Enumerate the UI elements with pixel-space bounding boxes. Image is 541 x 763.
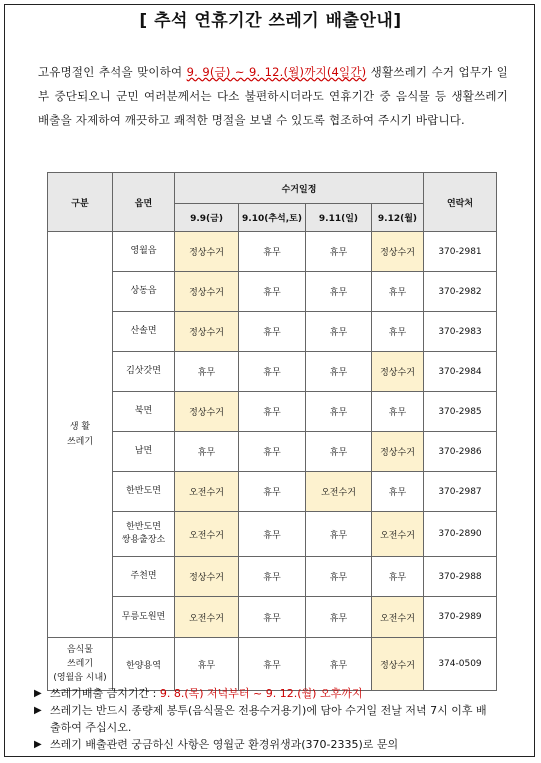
schedule-cell: 오전수거 — [175, 512, 239, 557]
schedule-cell: 휴무 — [239, 638, 306, 691]
area-cell: 북면 — [113, 392, 175, 432]
schedule-cell: 정상수거 — [175, 312, 239, 352]
category-general-waste: 생 활 쓰레기 — [48, 232, 113, 638]
schedule-cell: 휴무 — [239, 232, 306, 272]
area-cell: 영월읍 — [113, 232, 175, 272]
area-cell: 주천면 — [113, 557, 175, 597]
schedule-body — [48, 232, 497, 691]
schedule-cell: 정상수거 — [372, 432, 424, 472]
schedule-cell: 휴무 — [239, 472, 306, 512]
schedule-cell: 정상수거 — [372, 638, 424, 691]
triangle-right-icon: ▶ — [34, 688, 42, 699]
category-food-waste: 음식물 쓰레기 (영월읍 시내) — [48, 638, 113, 691]
header-date: 9.11(일) — [306, 204, 372, 232]
contact-cell: 370-2989 — [424, 597, 497, 638]
schedule-cell: 휴무 — [306, 432, 372, 472]
schedule-cell: 휴무 — [239, 597, 306, 638]
contact-cell: 370-2982 — [424, 272, 497, 312]
schedule-cell: 휴무 — [372, 557, 424, 597]
schedule-cell: 휴무 — [239, 392, 306, 432]
schedule-cell: 휴무 — [175, 638, 239, 691]
header-date: 9.12(월) — [372, 204, 424, 232]
schedule-cell: 휴무 — [372, 392, 424, 432]
schedule-cell: 휴무 — [175, 432, 239, 472]
note-text: 쓰레기 배출관련 궁금하신 사항은 영월군 환경위생과(370-2335)로 문의 — [50, 738, 399, 751]
schedule-cell: 휴무 — [306, 597, 372, 638]
contact-cell: 370-2984 — [424, 352, 497, 392]
schedule-cell: 휴무 — [306, 392, 372, 432]
triangle-right-icon: ▶ — [34, 739, 42, 750]
schedule-cell: 휴무 — [239, 352, 306, 392]
schedule-cell: 휴무 — [239, 272, 306, 312]
triangle-right-icon: ▶ — [34, 705, 42, 716]
schedule-cell: 휴무 — [306, 352, 372, 392]
schedule-cell: 휴무 — [175, 352, 239, 392]
contact-cell: 374-0509 — [424, 638, 497, 691]
area-cell: 김삿갓면 — [113, 352, 175, 392]
area-cell: 한양용역 — [113, 638, 175, 691]
schedule-cell: 휴무 — [306, 557, 372, 597]
header-date: 9.10(추석,토) — [239, 204, 306, 232]
schedule-cell: 휴무 — [239, 312, 306, 352]
table-row — [48, 272, 497, 312]
schedule-cell: 오전수거 — [372, 512, 424, 557]
table-row — [48, 432, 497, 472]
schedule-cell: 정상수거 — [372, 232, 424, 272]
collection-schedule-table — [47, 172, 497, 691]
area-cell: 남면 — [113, 432, 175, 472]
area-cell: 산솔면 — [113, 312, 175, 352]
header-contact: 연락처 — [424, 173, 497, 232]
area-cell: 한반도면 — [113, 472, 175, 512]
table-row — [48, 472, 497, 512]
note-item — [34, 702, 490, 736]
header-date: 9.9(금) — [175, 204, 239, 232]
schedule-cell: 휴무 — [239, 432, 306, 472]
schedule-cell: 오전수거 — [372, 597, 424, 638]
schedule-cell: 정상수거 — [175, 557, 239, 597]
table-row — [48, 392, 497, 432]
schedule-cell: 휴무 — [306, 512, 372, 557]
header-area: 읍면 — [113, 173, 175, 232]
schedule-cell: 휴무 — [372, 312, 424, 352]
schedule-cell: 정상수거 — [175, 232, 239, 272]
header-category: 구분 — [48, 173, 113, 232]
contact-cell: 370-2981 — [424, 232, 497, 272]
table-row — [48, 352, 497, 392]
table-row — [48, 638, 497, 691]
contact-cell: 370-2985 — [424, 392, 497, 432]
intro-period: 9. 9(금) ~ 9. 12.(월)까지(4일간) — [186, 65, 367, 79]
schedule-cell: 오전수거 — [306, 472, 372, 512]
table-row — [48, 597, 497, 638]
notes-list — [34, 685, 490, 753]
note-item — [34, 685, 490, 702]
intro-text-1: 고유명절인 추석을 맞이하여 — [38, 65, 187, 79]
table-row — [48, 512, 497, 557]
contact-cell: 370-2986 — [424, 432, 497, 472]
note-text: 쓰레기배출 금지기간 : 9. 8.(목) 저녁부터 ~ 9. 12.(월) 오후까지 — [50, 687, 363, 700]
area-cell: 상동읍 — [113, 272, 175, 312]
contact-cell: 370-2983 — [424, 312, 497, 352]
table-row — [48, 557, 497, 597]
schedule-cell: 오전수거 — [175, 472, 239, 512]
note-item — [34, 736, 490, 753]
note-text: 쓰레기는 반드시 종량제 봉투(음식물은 전용수거용기)에 담아 수거일 전날 저녁 7시 이후 배출하여 주십시오. — [50, 704, 487, 734]
schedule-cell: 휴무 — [239, 512, 306, 557]
contact-cell: 370-2890 — [424, 512, 497, 557]
schedule-cell: 정상수거 — [372, 352, 424, 392]
schedule-cell: 휴무 — [306, 232, 372, 272]
schedule-cell: 휴무 — [306, 272, 372, 312]
intro-text-2: 생활쓰레기 수거 업무가 일부 중단되오니 군민 여러분께서는 다소 불편하시더라도 연휴기간 중 음식물 등 생활쓰레기 배출을 자제하여 깨끗하고 쾌적한 명절을 보낼 수 있도록 협조하여 주시기 바랍니다. — [38, 65, 508, 127]
page-title: [ 추석 연휴기간 쓰레기 배출안내] — [139, 11, 402, 31]
schedule-cell: 정상수거 — [175, 392, 239, 432]
schedule-cell: 휴무 — [372, 472, 424, 512]
schedule-cell: 정상수거 — [175, 272, 239, 312]
header-schedule: 수거일정 — [175, 173, 424, 204]
schedule-cell: 휴무 — [306, 638, 372, 691]
schedule-cell: 휴무 — [306, 312, 372, 352]
intro-paragraph — [38, 60, 508, 132]
schedule-cell: 휴무 — [239, 557, 306, 597]
table-row — [48, 312, 497, 352]
schedule-cell: 휴무 — [372, 272, 424, 312]
area-cell: 한반도면 쌍용출장소 — [113, 512, 175, 557]
area-cell: 무릉도원면 — [113, 597, 175, 638]
contact-cell: 370-2987 — [424, 472, 497, 512]
schedule-cell: 오전수거 — [175, 597, 239, 638]
table-row — [48, 232, 497, 272]
contact-cell: 370-2988 — [424, 557, 497, 597]
